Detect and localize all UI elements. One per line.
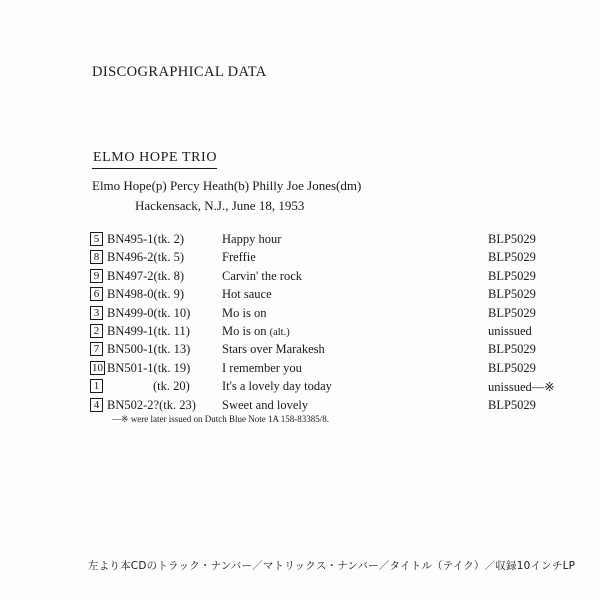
- track-title: [222, 269, 302, 284]
- track-title: [222, 342, 325, 357]
- track-number: 8: [90, 250, 103, 264]
- track-number: 6: [90, 287, 103, 301]
- track-title-text: Mo is on: [222, 305, 267, 320]
- footnote: —※ were later issued on Dutch Blue Note 1A 158-83385/8.: [112, 414, 330, 424]
- track-title-text: Carvin' the rock: [222, 268, 303, 283]
- issue-info: unissued—※: [488, 380, 555, 395]
- matrix-number: BN498-0(tk. 9): [107, 287, 185, 302]
- track-title-text: Hot sauce: [222, 287, 272, 302]
- issue-info: BLP5029: [488, 250, 536, 265]
- track-number: 9: [90, 269, 103, 283]
- track-title-text: Happy hour: [222, 232, 282, 246]
- personnel-line: Elmo Hope(p) Percy Heath(b) Philly Joe Jones(dm): [92, 178, 362, 193]
- matrix-number: BN496-2(tk. 5): [107, 250, 185, 265]
- matrix-number: BN499-0(tk. 10): [107, 305, 191, 320]
- issue-info: BLP5029: [488, 287, 536, 302]
- track-number: 5: [90, 232, 103, 246]
- track-title-text: Sweet and lovely: [222, 397, 309, 412]
- track-row: [90, 250, 560, 268]
- track-row: [90, 342, 560, 360]
- track-title-text: Stars over Marakesh: [222, 342, 325, 357]
- track-row: [90, 306, 560, 324]
- group-title: ELMO HOPE TRIO: [93, 150, 218, 165]
- track-title: [222, 250, 256, 265]
- issue-info: BLP5029: [488, 268, 536, 283]
- track-number: 1: [90, 379, 103, 393]
- track-number: 7: [90, 342, 103, 356]
- track-title-text: Mo is on: [222, 323, 267, 338]
- track-list: [90, 232, 560, 416]
- issue-info: BLP5029: [488, 342, 536, 357]
- matrix-number: BN495-1(tk. 2): [107, 232, 185, 246]
- track-row: [90, 324, 560, 342]
- issue-info: BLP5029: [488, 232, 536, 246]
- matrix-number: (tk. 20): [153, 379, 190, 394]
- track-title: [222, 306, 266, 321]
- track-row: [90, 287, 560, 305]
- track-row: [90, 379, 560, 397]
- matrix-number: BN502-2?(tk. 23): [107, 397, 196, 412]
- track-row: [90, 361, 560, 379]
- page-heading: DISCOGRAPHICAL DATA: [92, 64, 267, 80]
- track-number: 3: [90, 306, 103, 320]
- track-title: [222, 287, 272, 302]
- issue-info: BLP5029: [488, 360, 536, 375]
- track-title: [222, 232, 281, 247]
- issue-info: BLP5029: [488, 397, 536, 412]
- track-title: [222, 398, 308, 413]
- track-title-text: Freffie: [222, 250, 256, 265]
- matrix-number: BN497-2(tk. 8): [107, 268, 185, 283]
- track-row: [90, 232, 560, 250]
- alt-take-label: (alt.): [269, 326, 290, 338]
- group-title-underline: [92, 168, 217, 169]
- track-title-text: It's a lovely day today: [222, 379, 332, 394]
- track-title: [222, 324, 290, 339]
- issue-info: BLP5029: [488, 305, 536, 320]
- track-number: 4: [90, 398, 103, 412]
- matrix-number: BN501-1(tk. 19): [107, 360, 191, 375]
- session-info: Hackensack, N.J., June 18, 1953: [135, 198, 305, 213]
- track-row: [90, 269, 560, 287]
- matrix-number: BN500-1(tk. 13): [107, 342, 191, 357]
- column-legend: 左より本CDのトラック・ナンバー／マトリックス・ナンバー／タイトル（テイク）／収録10インチLP: [88, 560, 576, 572]
- matrix-number: BN499-1(tk. 11): [107, 323, 190, 338]
- issue-info: unissued: [488, 323, 532, 338]
- track-number: 2: [90, 324, 103, 338]
- track-number: 10: [92, 361, 103, 374]
- track-title-text: I remember you: [222, 360, 302, 375]
- track-title: [222, 379, 332, 394]
- track-title: [222, 361, 302, 376]
